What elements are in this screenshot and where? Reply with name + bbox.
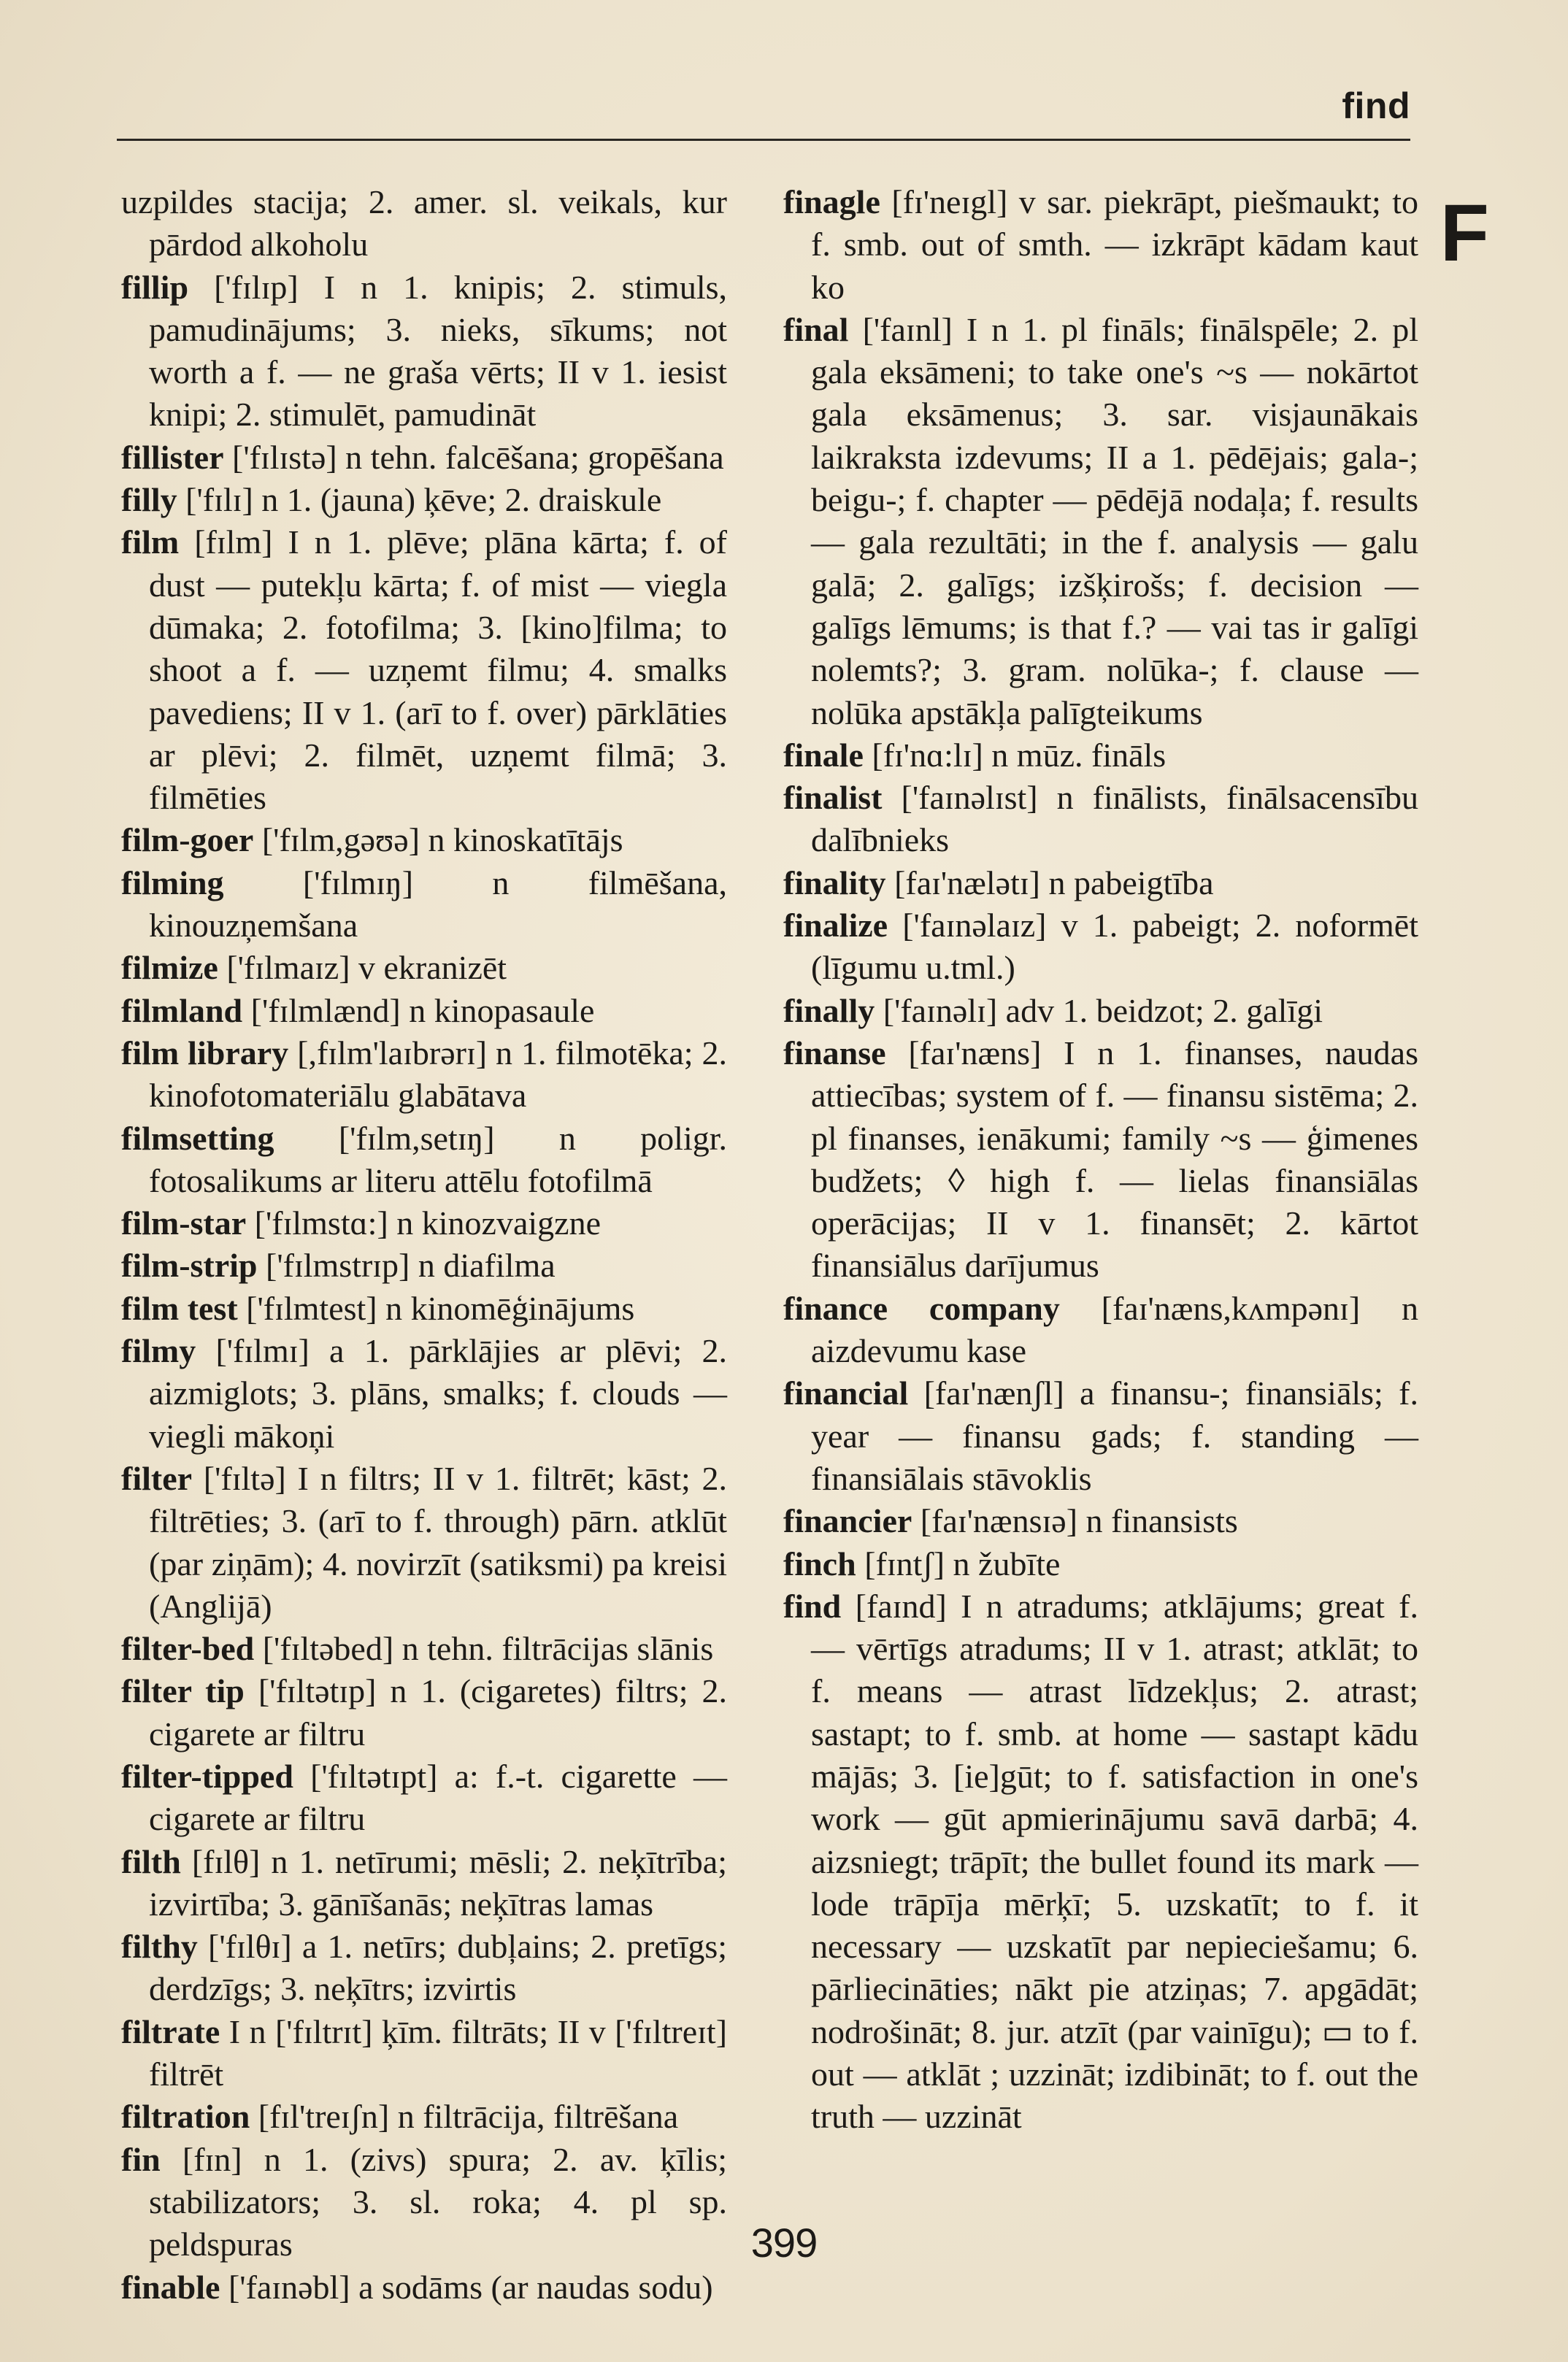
headword: filmsetting bbox=[121, 1119, 274, 1157]
entry-definition: [faɪ'nælətɪ] n pabeigtība bbox=[894, 863, 1214, 901]
dictionary-entry bbox=[121, 521, 727, 819]
headword: filming bbox=[121, 863, 224, 901]
header-rule bbox=[117, 139, 1410, 141]
entry-definition: ['fɪlm,setɪŋ] n poligr. fotosalikums ar literu attēlu fotofilmā bbox=[149, 1119, 727, 1199]
dictionary-entry bbox=[121, 1755, 727, 1841]
headword: finalize bbox=[783, 907, 888, 945]
headword: financial bbox=[783, 1374, 909, 1412]
dictionary-entry bbox=[783, 1585, 1418, 2139]
entry-definition: I n ['fɪltrɪt] ķīm. filtrāts; II v ['fɪltreɪt] filtrēt bbox=[149, 2012, 728, 2093]
entry-definition: ['fɪltətɪpt] a: f.-t. cigarette — cigarete ar filtru bbox=[149, 1757, 727, 1838]
headword: finality bbox=[783, 863, 886, 901]
headword: filmize bbox=[121, 949, 218, 987]
entry-definition: ['fɪlmtest] n kinomēģinājums bbox=[246, 1289, 635, 1327]
dictionary-entry bbox=[783, 1288, 1418, 1373]
entry-definition: ['fɪlɪp] I n 1. knipis; 2. stimuls, pamudinājums; 3. nieks, sīkums; not worth a f. — ne graša vērts; II v 1. iesist knipi; 2. stimulēt, pamudināt bbox=[149, 268, 727, 434]
headword: finagle bbox=[783, 183, 880, 220]
headword: film-strip bbox=[121, 1247, 258, 1285]
headword: filter tip bbox=[121, 1672, 245, 1710]
entry-definition: [faɪ'nænsɪə] n finansists bbox=[920, 1502, 1238, 1540]
headword: film-goer bbox=[121, 821, 254, 859]
dictionary-entry bbox=[121, 2096, 727, 2138]
entry-definition: [faɪnd] I n atradums; atklājums; great f. — vērtīgs atradums; II v 1. atrast; atklāt; to f. means — atrast līdzekļus; 2. atrast; sastapt; to f. smb. at home — sastapt kādu mājās; 3. [ie]gūt; to f. satisfaction in one's work — gūt apmierinājumu savā darbā; 4. aizsniegt; trāpīt; the bullet found its mark — lode trāpīja mērķī; 5. uzskatīt; to f. it necessary — uzskatīt par nepieciešamu; 6. pārliecināties; nākt pie atziņas; 7. apgādāt; nodrošināt; 8. jur. atzīt (par vainīgu); ▭ to f. out — atklāt ; uzzināt; izdibināt; to f. out the truth — uzzināt bbox=[811, 1587, 1418, 2136]
dictionary-entry bbox=[121, 1458, 727, 1628]
headword: fillister bbox=[121, 438, 224, 476]
entry-definition: [fɪ'nɑ:lɪ] n mūz. fināls bbox=[872, 736, 1167, 774]
dictionary-entry bbox=[121, 479, 727, 521]
headword: filly bbox=[121, 481, 177, 519]
dictionary-entry bbox=[121, 819, 727, 861]
dictionary-entry bbox=[783, 734, 1418, 777]
entry-definition: [fɪntʃ] n žubīte bbox=[864, 1544, 1061, 1582]
entry-definition: ['faɪnəlaɪz] v 1. pabeigt; 2. noformēt (līgumu u.tml.) bbox=[811, 907, 1419, 987]
entry-definition: ['fɪlmstrɪp] n diafilma bbox=[266, 1247, 556, 1285]
entry-definition: ['fɪlmɪ] a 1. pārklājies ar plēvi; 2. aizmiglots; 3. plāns, smalks; f. clouds — viegli mākoņi bbox=[149, 1332, 727, 1455]
dictionary-entry bbox=[121, 266, 727, 436]
dictionary-entry bbox=[783, 1032, 1418, 1288]
dictionary-entry bbox=[121, 436, 727, 479]
dictionary-entry bbox=[783, 777, 1418, 862]
dictionary-entry bbox=[783, 1500, 1418, 1542]
headword: film bbox=[121, 523, 180, 561]
dictionary-entry bbox=[783, 309, 1418, 734]
dictionary-entry bbox=[783, 862, 1418, 904]
headword: filter-tipped bbox=[121, 1757, 293, 1795]
dictionary-entry bbox=[121, 2011, 727, 2096]
section-letter: F bbox=[1440, 188, 1489, 278]
headword: finally bbox=[783, 991, 875, 1029]
headword: finale bbox=[783, 736, 864, 774]
headword: filter bbox=[121, 1459, 193, 1497]
entry-definition: ['faɪnl] I n 1. pl fināls; finālspēle; 2. pl gala eksāmeni; to take one's ~s — nokārtot gala eksāmenus; 3. sar. visjaunākais laikraksta izdevums; II a 1. pēdējais; gala-; beigu-; f. chapter — pēdējā nodaļa; f. results — gala rezultāti; in the f. analysis — galu galā; 2. galīgs; izšķirošs; f. decision — galīgs lēmums; is that f.? — vai tas ir galīgi nolemts?; 3. gram. nolūka-; f. clause — nolūka apstākļa palīgteikums bbox=[811, 310, 1419, 731]
entry-definition: ['faɪnəbl] a sodāms (ar naudas sodu) bbox=[228, 2268, 713, 2306]
right-column bbox=[783, 181, 1418, 2139]
entry-definition: ['fɪlɪ] n 1. (jauna) ķēve; 2. draiskule bbox=[185, 481, 662, 519]
entry-definition: [fɪl'treɪʃn] n filtrācija, filtrēšana bbox=[258, 2098, 679, 2136]
headword: film library bbox=[121, 1034, 289, 1072]
entry-definition: ['fɪlmstɑ:] n kinozvaigzne bbox=[254, 1204, 601, 1242]
dictionary-entry bbox=[783, 181, 1418, 309]
entry-definition: ['fɪltəbed] n tehn. filtrācijas slānis bbox=[262, 1630, 714, 1668]
entry-definition: uzpildes stacija; 2. amer. sl. veikals, kur pārdod alkoholu bbox=[121, 183, 727, 263]
guide-word: find bbox=[1342, 85, 1410, 126]
headword: finance company bbox=[783, 1289, 1060, 1327]
headword: film test bbox=[121, 1289, 238, 1327]
entry-definition: ['fɪlθɪ] a 1. netīrs; dubļains; 2. pretīgs; derdzīgs; 3. neķītrs; izvirtis bbox=[149, 1928, 728, 2008]
entry-definition: [fɪlm] I n 1. plēve; plāna kārta; f. of dust — putekļu kārta; f. of mist — viegla dūmaka; 2. fotofilma; 3. [kino]filma; to shoot a f. — uzņemt filmu; 4. smalks pavediens; II v 1. (arī to f. over) pārklāties ar plēvi; 2. filmēt, uzņemt filmā; 3. filmēties bbox=[149, 523, 727, 817]
dictionary-entry bbox=[121, 1245, 727, 1287]
headword: financier bbox=[783, 1502, 912, 1540]
headword: filtration bbox=[121, 2098, 250, 2136]
headword: filtrate bbox=[121, 2012, 220, 2050]
entry-definition: ['fɪlɪstə] n tehn. falcēšana; gropēšana bbox=[232, 438, 724, 476]
entry-definition: ['faɪnəlɪst] n finālists, finālsacensību dalībnieks bbox=[811, 779, 1419, 859]
headword: filter-bed bbox=[121, 1630, 255, 1668]
dictionary-entry bbox=[121, 1202, 727, 1245]
entry-definition: [fɪn] n 1. (zivs) spura; 2. av. ķīlis; stabilizators; 3. sl. roka; 4. pl sp. peldspuras bbox=[149, 2140, 727, 2263]
dictionary-entry bbox=[121, 2266, 727, 2309]
dictionary-entry bbox=[121, 1628, 727, 1670]
dictionary-entry bbox=[783, 990, 1418, 1032]
entry-definition: [fɪlθ] n 1. netīrumi; mēsli; 2. neķītrība; izvirtība; 3. gānīšanās; neķītras lamas bbox=[149, 1842, 727, 1923]
entry-definition: [,fɪlm'laɪbrərɪ] n 1. filmotēka; 2. kinofotomateriālu glabātava bbox=[149, 1034, 727, 1115]
headword: fin bbox=[121, 2140, 161, 2178]
entry-definition: ['fɪlmaɪz] v ekranizēt bbox=[226, 949, 507, 987]
headword: finalist bbox=[783, 779, 883, 817]
dictionary-entry bbox=[121, 947, 727, 989]
headword: filthy bbox=[121, 1928, 198, 1966]
dictionary-entry bbox=[121, 1670, 727, 1755]
dictionary-entry bbox=[783, 1543, 1418, 1585]
dictionary-entry bbox=[783, 904, 1418, 990]
headword: filth bbox=[121, 1842, 181, 1880]
headword: finch bbox=[783, 1544, 856, 1582]
headword: filmland bbox=[121, 991, 243, 1029]
entry-definition: ['fɪltə] I n filtrs; II v 1. filtrēt; kāst; 2. filtrēties; 3. (arī to f. through) pārn. atklūt (par ziņām); 4. novirzīt (satiksmi) pa kreisi (Anglijā) bbox=[149, 1459, 728, 1625]
dictionary-entry bbox=[121, 1841, 727, 1926]
entry-definition: [faɪ'næns,kʌmpənɪ] n aizdevumu kase bbox=[811, 1289, 1418, 1370]
headword: final bbox=[783, 310, 849, 348]
dictionary-entry bbox=[121, 1926, 727, 2011]
entry-definition: [faɪ'nænʃl] a finansu-; finansiāls; f. year — finansu gads; f. standing — finansiālais stāvoklis bbox=[811, 1374, 1418, 1497]
dictionary-entry bbox=[121, 181, 727, 266]
headword: find bbox=[783, 1587, 842, 1625]
headword: finanse bbox=[783, 1034, 886, 1072]
dictionary-entry bbox=[121, 1032, 727, 1117]
entry-definition: [faɪ'næns] I n 1. finanses, naudas attiecības; system of f. — finansu sistēma; 2. pl finanses, ienākumi; family ~s — ģimenes budžets; ◊ high f. — lielas finansiālas operācijas; II v 1. finansēt; 2. kārtot finansiālus darījumus bbox=[811, 1034, 1418, 1285]
entry-definition: [fɪ'neɪgl] v sar. piekrāpt, piešmaukt; to f. smb. out of smth. — izkrāpt kādam kaut ko bbox=[811, 183, 1419, 306]
entry-definition: ['fɪlm,gəʊə] n kinoskatītājs bbox=[261, 821, 623, 859]
left-column bbox=[121, 181, 727, 2309]
page-number: 399 bbox=[750, 2220, 818, 2266]
entry-definition: ['fɪlmɪŋ] n filmēšana, kinouzņemšana bbox=[149, 863, 728, 945]
headword: filmy bbox=[121, 1332, 196, 1370]
dictionary-entry bbox=[121, 1288, 727, 1330]
entry-definition: ['fɪlmlænd] n kinopasaule bbox=[250, 991, 595, 1029]
headword: film-star bbox=[121, 1204, 247, 1242]
dictionary-entry bbox=[121, 990, 727, 1032]
headword: finable bbox=[121, 2268, 220, 2306]
headword: fillip bbox=[121, 268, 189, 306]
dictionary-entry bbox=[783, 1372, 1418, 1500]
dictionary-entry bbox=[121, 862, 727, 947]
entry-definition: ['fɪltətɪp] n 1. (cigaretes) filtrs; 2. cigarete ar filtru bbox=[149, 1672, 728, 1753]
dictionary-entry bbox=[121, 1330, 727, 1458]
entry-definition: ['faɪnəlɪ] adv 1. beidzot; 2. galīgi bbox=[883, 991, 1323, 1029]
dictionary-entry bbox=[121, 1117, 727, 1203]
